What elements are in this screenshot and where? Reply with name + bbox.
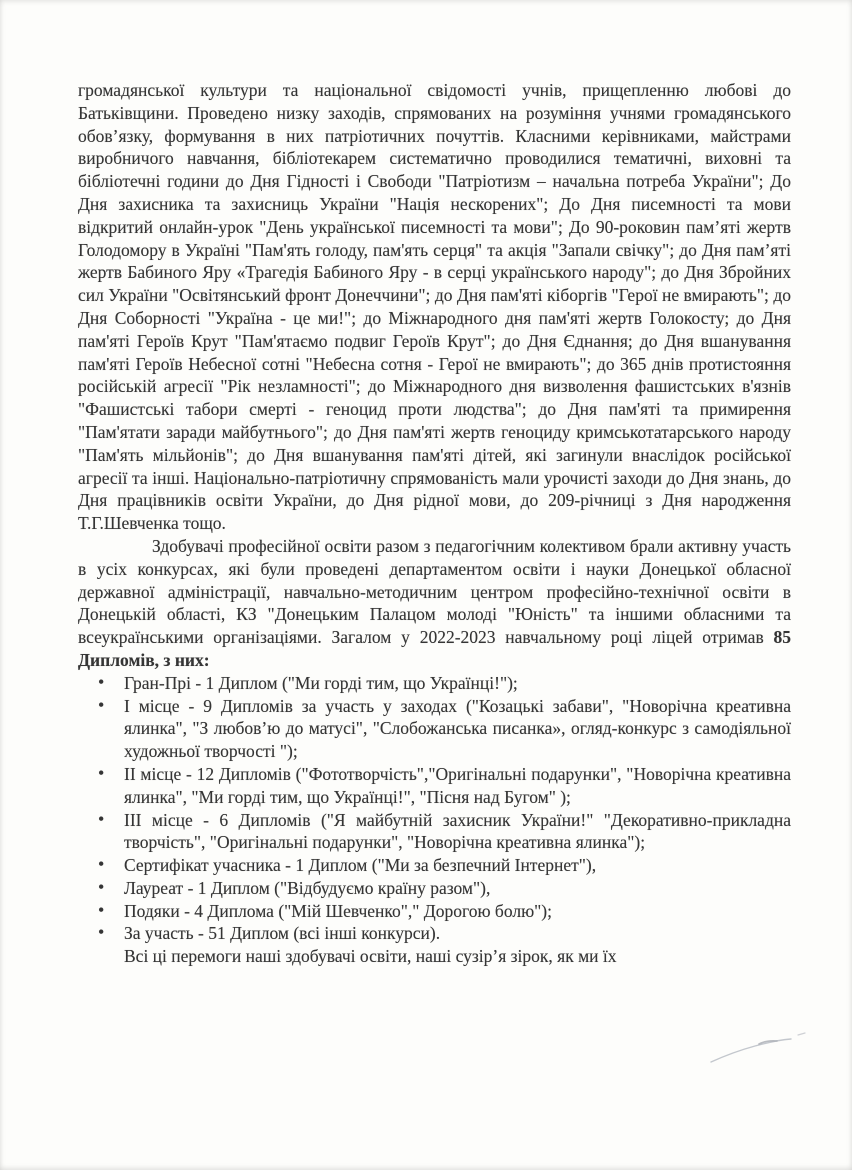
list-item-participation: • За участь - 51 Диплом (всі інші конкурси).	[124, 922, 791, 945]
list-item-thanks: • Подяки - 4 Диплома ("Мій Шевченко"," Дорогою болю");	[124, 900, 791, 923]
document-content	[78, 79, 791, 968]
closing-line: Всі ці перемоги наші здобувачі освіти, наші сузір’я зірок, як ми їх	[124, 946, 617, 967]
list-item-certificate: • Сертифікат учасника - 1 Диплом ("Ми за безпечний Інтернет"),	[124, 854, 791, 877]
list-item-third-place: • ІІІ місце - 6 Дипломів ("Я майбутній захисник України!" "Декоративно-прикладна творчість", "Оригінальні подарунки", "Новорічна креативна ялинка");	[124, 809, 791, 855]
list-item-laureate: • Лауреат - 1 Диплом ("Відбудуємо країну разом"),	[124, 877, 791, 900]
list-item-second-place: • ІІ місце - 12 Дипломів ("Фототворчість","Оригінальні подарунки", "Новорічна креативна ялинка", "Ми горді тим, що Українці!", "Пісня над Бугом" );	[124, 763, 791, 809]
pencil-squiggle-artifact	[705, 1026, 815, 1070]
diplomas-list	[78, 672, 791, 946]
paragraph-competitions	[78, 535, 791, 672]
diplomas-total-bold-text: 85 Дипломів, з них:	[78, 627, 791, 670]
paragraph-patriotic-events: громадянської культури та національної свідомості учнів, прищепленню любові до Батьківщини. Проведено низку заходів, спрямованих на розуміння учнями громадянського обов’язку, формування в них патріотичних почуттів. Класними керівниками, майстрами виробничого навчання, бібліотекарем систематично проводилися тематичні, виховні та бібліотечні години до Дня Гідності і Свободи "Патріотизм – начальна потреба України"; До Дня захисника та захисниць України "Нація нескорених"; До Дня писемності та мови відкритий онлайн-урок "День української писемності та мови"; До 90-роковин пам’яті жертв Голодомору в Україні "Пам'ять голоду, пам'ять серця" та акція "Запали свічку"; до Дня пам’яті жертв Бабиного Яру «Трагедія Бабиного Яру - в серці українського народу"; до Дня Збройних сил України "Освітянський фронт Донеччини"; до Дня пам'яті кіборгів "Герої не вмирають"; до Дня Соборності "Україна - це ми!"; до Міжнародного дня пам'яті жертв Голокосту; до Дня пам'яті Героїв Крут "Пам'ятаємо подвиг Героїв Крут"; до Дня Єднання; до Дня вшанування пам'яті Героїв Небесної сотні "Небесна сотня - Герої не вмирають"; до 365 днів протистояння російській агресії "Рік незламності"; до Міжнародного дня визволення фашистських в'язнів "Фашистські табори смерті - геноцид проти людства"; до Дня пам'яті та примирення "Пам'ятати заради майбутнього"; до Дня пам'яті жертв геноциду кримськотатарського народу "Пам'ять мільйонів"; до Дня вшанування пам'яті дітей, які загинули внаслідок російської агресії та інші. Національно-патріотичну спрямованість мали урочисті заходи до Дня знань, до Дня працівників освіти України, до Дня рідної мови, до 209-річниці з Дня народження Т.Г.Шевченка тощо.	[78, 80, 791, 534]
list-item-grand-prix: • Гран-Прі - 1 Диплом ("Ми горді тим, що Українці!");	[124, 672, 791, 695]
paragraph-competitions-text: Здобувачі професійної освіти разом з педагогічним колективом брали активну участь в усіх конкурсах, які були проведені департаментом освіти і науки Донецької обласної державної адміністрації, навчально-методичним центром професійно-технічної освіти в Донецькій області, КЗ "Донецьким Палацом молоді "Юність" та іншими обласними та всеукраїнськими організаціями. Загалом у 2022-2023 навчальному році ліцей отримав	[78, 535, 791, 648]
list-item-first-place: • І місце - 9 Дипломів за участь у заходах ("Козацькі забави", "Новорічна креативна ялинка", "З любов’ю до матусі", "Слобожанська писанка», огляд-конкурс з самодіяльної художньої творчості ");	[124, 695, 791, 763]
